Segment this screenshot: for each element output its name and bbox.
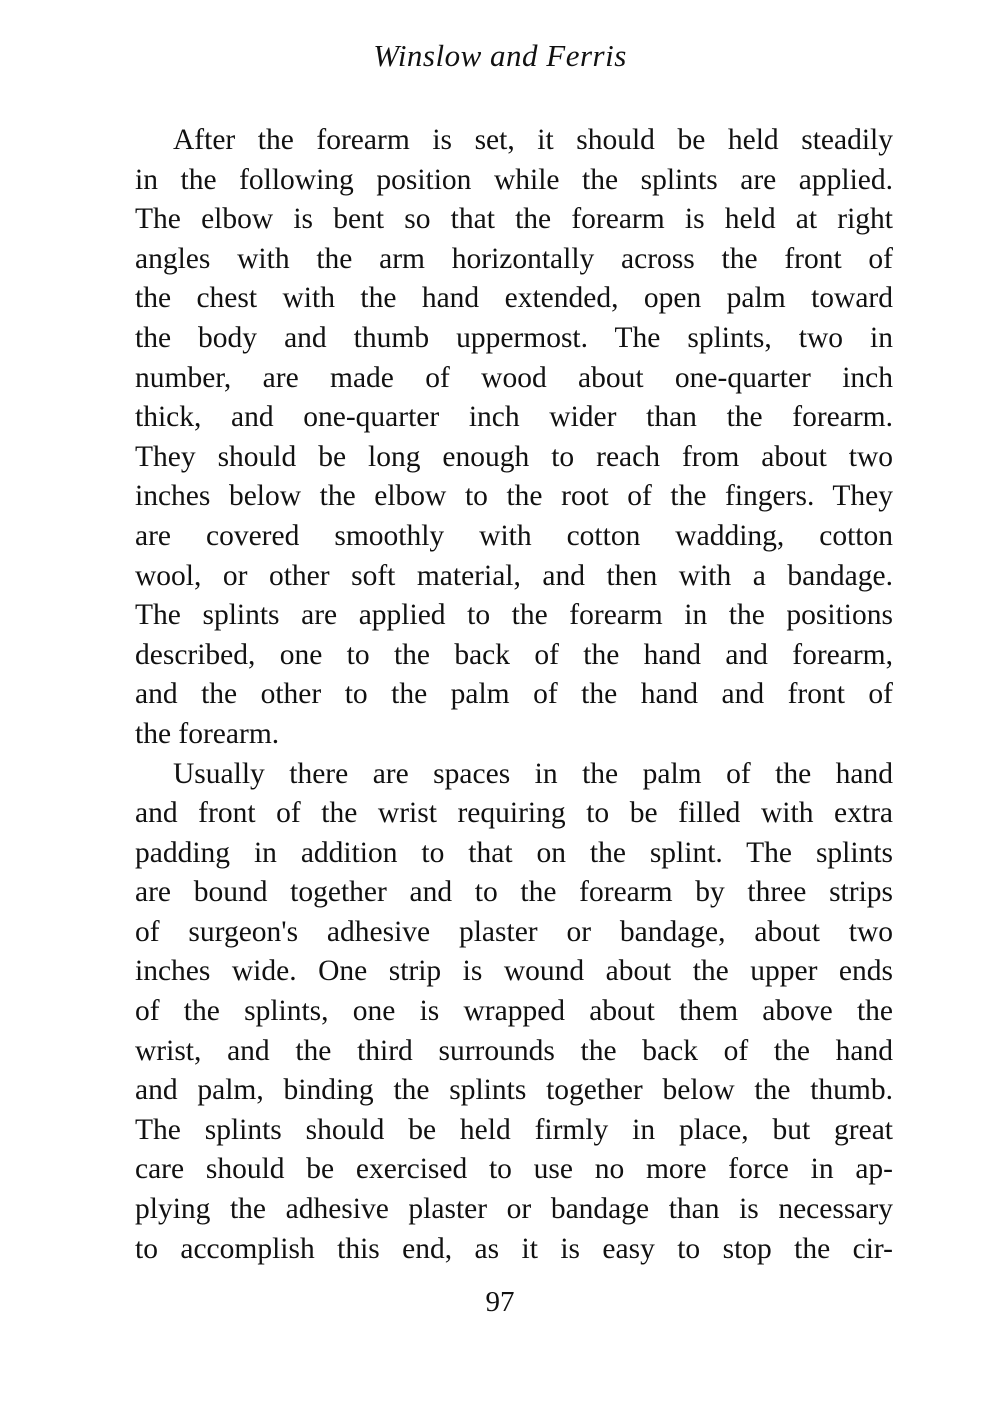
page-number: 97 (485, 1286, 515, 1318)
text-line: Usually there are spaces in the palm of the hand (173, 757, 893, 790)
text-line: the forearm. (135, 717, 280, 750)
text-line: and palm, binding the splints together below the thumb. (135, 1074, 893, 1107)
text-line: The elbow is bent so that the forearm is held at right (135, 203, 893, 236)
text-line: are bound together and to the forearm by three strips (135, 876, 893, 909)
paragraph-2 (135, 755, 893, 1270)
text-line: thick, and one-quarter inch wider than the forearm. (135, 401, 893, 434)
text-line: After the forearm is set, it should be held steadily (173, 124, 893, 156)
text-line: They should be long enough to reach from about two (135, 440, 893, 473)
text-line: plying the adhesive plaster or bandage than is necessary (135, 1193, 893, 1226)
text-line: are covered smoothly with cotton wadding, cotton (135, 519, 893, 552)
text-line: the chest with the hand extended, open palm toward (135, 282, 893, 315)
text-line: the body and thumb uppermost. The splints, two in (135, 321, 893, 354)
text-line: wrist, and the third surrounds the back of the hand (135, 1034, 893, 1067)
text-line: number, are made of wood about one-quarter inch (135, 361, 893, 394)
text-line: to accomplish this end, as it is easy to stop the cir- (135, 1232, 893, 1265)
text-line: inches wide. One strip is wound about the upper ends (135, 955, 893, 988)
text-line: The splints are applied to the forearm in the positions (135, 599, 893, 632)
text-line: angles with the arm horizontally across the front of (135, 242, 893, 275)
paragraph-1 (135, 121, 893, 755)
text-line: and front of the wrist requiring to be filled with extra (135, 797, 893, 830)
text-line: inches below the elbow to the root of the fingers. They (135, 480, 893, 513)
text-line: and the other to the palm of the hand and front of (135, 678, 893, 711)
text-line: wool, or other soft material, and then with a bandage. (135, 559, 893, 592)
text-line: in the following position while the splints are applied. (135, 163, 893, 196)
text-line: care should be exercised to use no more force in ap- (135, 1153, 893, 1186)
text-line: of the splints, one is wrapped about them above the (135, 995, 893, 1028)
text-line: described, one to the back of the hand and forearm, (135, 638, 893, 671)
text-line: The splints should be held firmly in place, but great (135, 1113, 893, 1146)
text-line: padding in addition to that on the splint. The splints (135, 836, 893, 869)
text-line: of surgeon's adhesive plaster or bandage, about two (135, 915, 893, 948)
running-header: Winslow and Ferris (373, 38, 627, 73)
page-body (135, 121, 893, 1269)
